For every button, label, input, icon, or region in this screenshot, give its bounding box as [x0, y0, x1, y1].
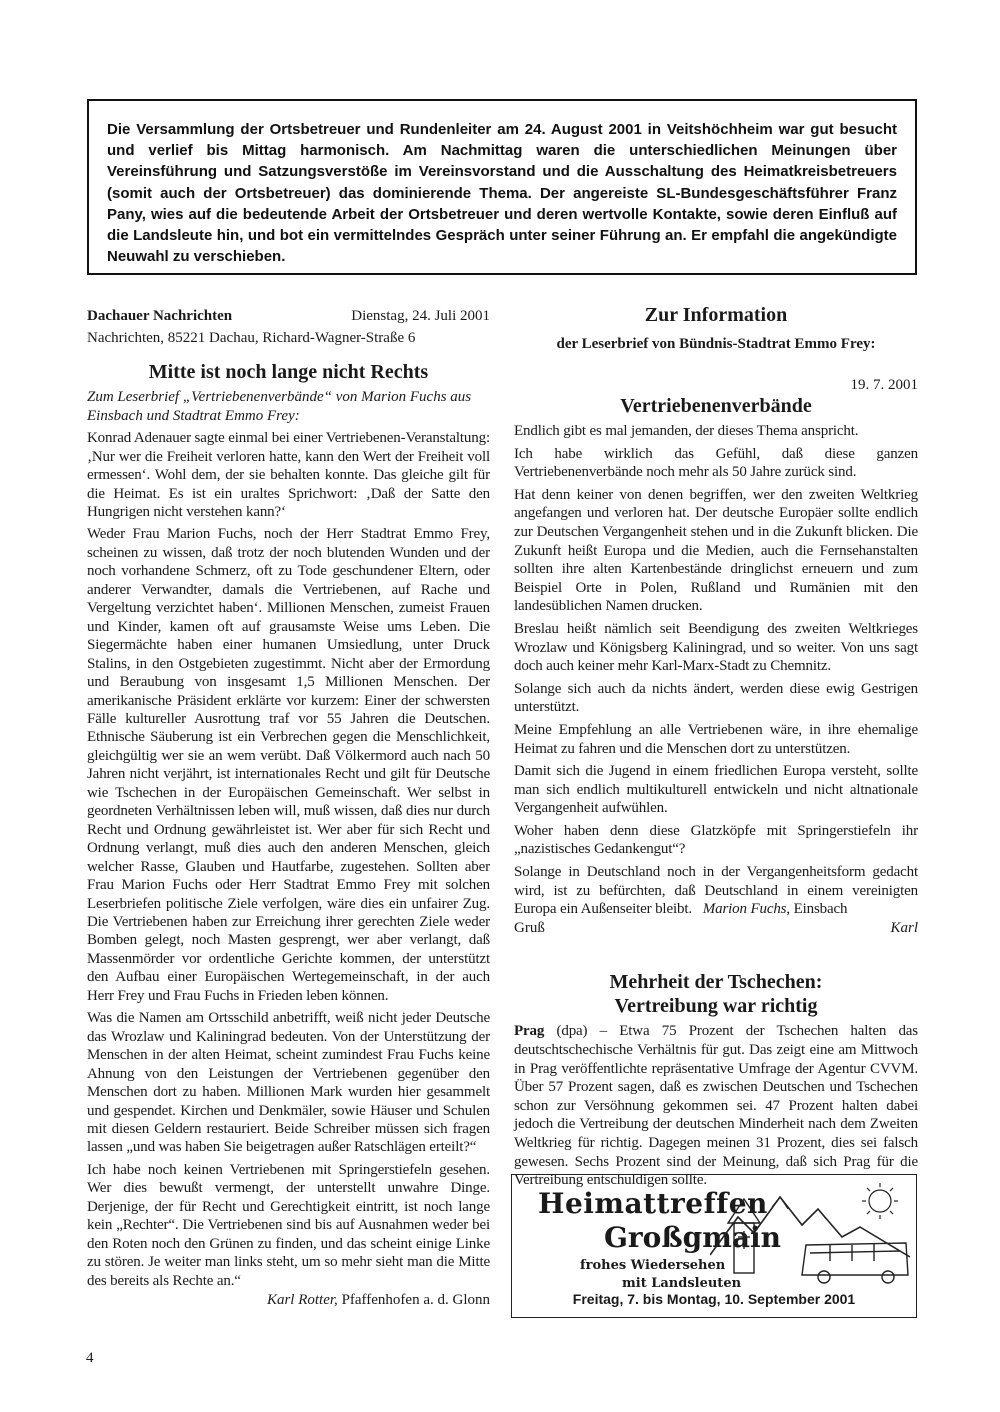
right-paragraph-2: Ich habe wirklich das Gefühl, daß diese ganzen Vertriebenenverbände noch mehr als 50 Jahre zurück sind.	[514, 445, 918, 481]
summary-box	[87, 99, 917, 275]
prag-dateline: Prag	[514, 1023, 545, 1040]
summary-text: Die Versammlung der Ortsbetreuer und Rundenleiter am 24. August 2001 in Veitshöchheim war gut besucht und verlief bis Mittag harmonisch. Am Nachmittag waren die unterschiedlichen Meinungen über Vereinsführung und Satzungsverstöße im Vereinsvorstand und die Ausschaltung des Heimatkreisbetreuers (somit auch der Ortsbetreuer) das dominierende Thema. Der angereiste SL-Bundesgeschäftsführer Franz Pany, wies auf die bedeutende Arbeit der Ortsbetreuer und deren wertvolle Kontakte, sowie deren Einfluß auf die Landsleute hin, und bot ein vermittelndes Gespräch unter seiner Führung an. Er empfahl die angekündigte Neuwahl zu verschieben.	[107, 121, 897, 266]
bus-icon	[802, 1243, 908, 1283]
sun-icon	[862, 1183, 898, 1219]
right-paragraph-8: Woher haben denn diese Glatzköpfe mit Springerstiefeln ihr „nazistisches Gedankengut“?	[514, 822, 918, 858]
wayside-shrine-icon	[728, 1199, 760, 1273]
right-greeting-name: Karl	[890, 919, 918, 936]
source-date: Dienstag, 24. Juli 2001	[351, 308, 490, 324]
right-paragraph-4: Breslau heißt nämlich seit Beendigung des zweiten Weltkrieges Wrozlaw und Königsberg Kaliningrad, und so weiter. Von uns sagt doch auch keiner mehr Karl-Marx-Stadt zu Chemnitz.	[514, 620, 918, 675]
ad-line-3: frohes Wiedersehen	[580, 1258, 726, 1273]
prag-headline-line-1: Mehrheit der Tschechen:	[609, 971, 823, 994]
right-paragraph-3: Hat denn keiner von denen begriffen, wer den zweiten Weltkrieg angefangen und verloren hat. Der deutsche Europäer sollte endlich zur Deutschen Vergangenheit stehen und in die Zukunft blicken. Die Zukunft heißt Europa und die Medien, auch die Fernsehanstalten sollten ihre alten Kartenbestände dringlichst erneuern und zum Beispiel Orte in Polen, Rußland und Rumänien mit den landesüblichen Namen drucken.	[514, 486, 918, 615]
ad-illustration	[710, 1179, 910, 1287]
right-greeting: Gruß	[514, 919, 545, 936]
page-number: 4	[86, 1350, 94, 1366]
ad-title-line-1: Heimattreffen	[538, 1187, 768, 1220]
prag-headline-line-2: Vertreibung war richtig	[614, 995, 818, 1018]
left-column	[87, 306, 490, 1310]
left-author-place: Pfaffenhofen a. d. Glonn	[341, 1292, 490, 1309]
event-advertisement	[511, 1174, 917, 1318]
right-paragraph-1: Endlich gibt es mal jemanden, der dieses Thema anspricht.	[514, 423, 859, 439]
right-sign-place: Einsbach	[793, 901, 848, 918]
left-headline: Mitte ist noch lange nicht Rechts	[148, 361, 429, 383]
right-headline-2: Vertriebenenverbände	[620, 395, 812, 417]
ad-caption: Freitag, 7. bis Montag, 10. September 2001	[572, 1291, 856, 1307]
right-paragraph-6: Meine Empfehlung an alle Vertriebenen wäre, in ihre ehemalige Heimat zu fahren und die Menschen dort zu unterstützen.	[514, 721, 918, 757]
right-paragraph-5: Solange sich auch da nichts ändert, werden diese ewig Gestrigen unterstützt.	[514, 680, 918, 716]
source-address: Nachrichten, 85221 Dachau, Richard-Wagner-Straße 6	[87, 330, 416, 346]
right-paragraph-9-text: Solange in Deutschland noch in der Vergangenheitsform gedacht wird, ist zu befürchten, daß Deutschland in einem vereinigten Europa ein Außenseiter bleibt.	[514, 864, 918, 918]
left-signature	[87, 1291, 490, 1310]
right-greeting-row	[514, 919, 918, 938]
ad-title-line-2: Großgmain	[604, 1221, 781, 1254]
left-intro: Zum Leserbrief „Vertriebenenverbände“ von Marion Fuchs aus Einsbach und Stadtrat Emmo Frey:	[87, 389, 472, 424]
prag-paragraph	[514, 1022, 918, 1189]
left-paragraph-1: Konrad Adenauer sagte einmal bei einer Vertriebenen-Veranstaltung: ‚Nur wer die Freiheit verloren hatte, kann den Wert der Freiheit voll ermessen‘. Wohl dem, der sie behalten konnte. Das gleiche gilt für die Heimat. Es ist ein uraltes Sprichwort: ‚Daß der Satte den Hungrigen nicht verstehen kann?‘	[87, 430, 490, 520]
right-subheadline: der Leserbrief von Bündnis-Stadtrat Emmo Frey:	[556, 336, 876, 352]
right-paragraph-9	[514, 863, 918, 919]
left-paragraph-4: Ich habe noch keinen Vertriebenen mit Springerstiefeln gesehen. Wer dies bewußt vermengt, der unterstellt unwahre Dinge. Derjenige, der für Recht und Gerechtigkeit eintritt, ist noch lange kein „Rechter“. Die Vertriebenen sind bis auf Ausnahmen weder bei den Roten noch den Grünen zu finden, und das scheint einige Linke zu stören. Je weiter man links steht, um so mehr sieht man die Mitte des bereits als Rechte an.“	[87, 1161, 490, 1289]
left-author: Karl Rotter,	[266, 1292, 338, 1309]
prag-headline	[514, 970, 918, 1018]
source-name: Dachauer Nachrichten	[87, 308, 233, 324]
source-header	[87, 306, 490, 326]
right-headline: Zur Information	[644, 304, 788, 326]
left-paragraph-2: Weder Frau Marion Fuchs, noch der Herr Stadtrat Emmo Frey, scheinen zu wissen, daß trotz der noch blutenden Wunden und der noch vorhandene Schmerz, oft zu Tode geschundener Eltern, oder anderer Verwandter, damals die Vertriebenen, auf Rache und Vergeltung verzichtet haben‘. Millionen Menschen, zumeist Frauen und Kinder, kamen oft auf grausamste Weise ums Leben. Die Siegermächte haben einer humanen Umsiedlung, unter Druck Stalins, in den Ostgebieten zugestimmt. Nicht aber der Ermordung und Beraubung von insgesamt 1,5 Millionen Menschen. Der amerikanische Präsident erklärte vor kurzem: Einer der schwersten Fälle kultureller Ausrottung traf vor 55 Jahren die Deutschen. Ethnische Säuberung ist ein Verbrechen gegen die Menschlichkeit, gleichgültig wer sie an wem verübt. Daß Völkermord auch nach 50 Jahren nicht verjährt, ist internationales Recht und gilt für Deutsche wie Tschechen in der Europäischen Gemeinschaft. Wer selbst in geordneten Verhältnissen leben will, muß wissen, daß dies nur durch Recht und Ordnung gewährleistet ist. Wer aber für sich Recht und Ordnung verlangt, muß dies auch den anderen Menschen, gleich welcher Rasse, Glauben und Hautfarbe, zugestehen. Sollten aber Frau Marion Fuchs oder Herr Stadtrat Emmo Frey mit solchen Leserbriefen politische Ziele verfolgen, wäre dies ein unfairer Zug. Die Vertriebenen haben zur Erreichung ihrer gerechten Ziele weder Bomben gelegt, noch Masten gesprengt, wer aber verlangt, daß Massenmörder vor ordentliche Gerichte kommen, der unterstützt den Aufbau einer Europäischen Wertegemeinschaft, in der auch Herr Frey und Frau Fuchs in Frieden leben können.	[87, 526, 490, 1004]
left-paragraph-3: Was die Namen am Ortsschild anbetrifft, weiß nicht jeder Deutsche das Wrozlaw und Kaliningrad bedeuten. Von der Unterstützung der Menschen in der alten Heimat, scheint zumindest Frau Fuchs keine Ahnung von den Leistungen der Vertriebenen gegenüber den Menschen dort zu haben. Millionen Mark wurden hier gesammelt und gespendet. Kirchen und Denkmäler, sowie Häuser und Schulen mit diesen Geldern restauriert. Beide Schreiber müssen sich fragen lassen „und was haben Sie beigetragen außer Ratschlägen erteilt?“	[87, 1010, 490, 1156]
right-sign-author: Marion Fuchs,	[702, 901, 790, 918]
right-date: 19. 7. 2001	[850, 377, 918, 393]
prag-text: (dpa) – Etwa 75 Prozent der Tschechen halten das deutschtschechische Verhältnis für gut. Das zeigt eine am Mittwoch in Prag veröffentlichte repräsentative Umfrage der Agentur CVVM. Über 57 Prozent sagen, daß es zwischen Deutschen und Tschechen schon zur Versöhnung gekommen sei. 47 Prozent halten dabei jedoch die Vertreibung der deutschen Minderheit nach dem Zweiten Weltkrieg für richtig. Dagegen meinen 31 Prozent, dies sei falsch gewesen. Sechs Prozent sind der Meinung, daß sich Prag für die Vertreibung entschuldigen sollte.	[514, 1023, 918, 1189]
ad-line-4: mit Landsleuten	[622, 1276, 742, 1291]
right-paragraph-7: Damit sich die Jugend in einem friedlichen Europa versteht, sollte man sich endlich multikulturell entwickeln und nicht altnationale Vergangenheit aufwühlen.	[514, 763, 918, 817]
right-column	[514, 303, 918, 1190]
